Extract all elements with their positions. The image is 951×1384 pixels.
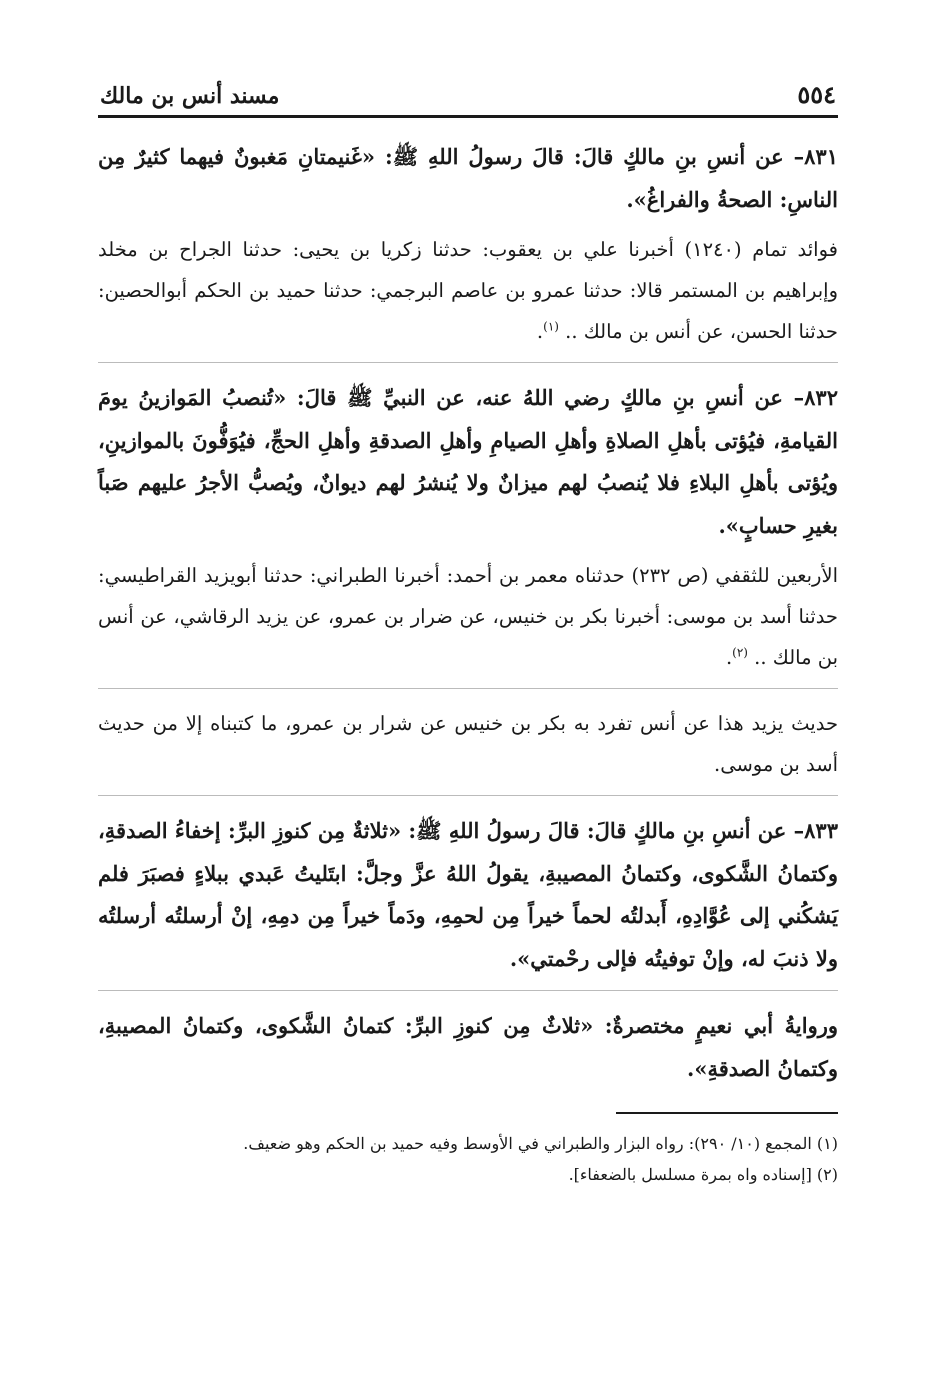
hadith-text: ٨٣١– عن أنسِ بنِ مالكٍ قالَ: قالَ رسولُ اللهِ ﷺ: «غَنيمتانِ مَغبونٌ فيهما كثيرٌ مِن الناسِ: الصحةُ والفراغُ». <box>98 144 838 212</box>
footnote-separator <box>616 1112 838 1114</box>
footnotes <box>98 1128 838 1190</box>
entry-divider <box>98 795 838 796</box>
footnote-reference[interactable]: (١) <box>543 319 559 334</box>
page-number: ٥٥٤ <box>797 80 836 109</box>
entry-divider <box>98 362 838 363</box>
hadith-text: ٨٣٢– عن أنسِ بنِ مالكٍ رضي اللهُ عنه، عن النبيِّ ﷺ قالَ: «تُنصبُ المَوازينُ يومَ القيامةِ، فيُؤتى بأهلِ الصلاةِ وأهلِ الصيامِ وأهلِ الصدقةِ وأهلِ الحجِّ، فيُوَفُّونَ بالموازينِ، ويُؤتى بأهلِ البلاءِ فلا يُنصبُ لهم ميزانٌ ولا يُنشرُ لهم ديوانٌ، ويُصبُّ الأجرُ عليهم صَباً بغيرِ حسابٍ». <box>98 385 838 538</box>
source-end: . <box>536 320 544 343</box>
footnote-reference[interactable]: (٢) <box>732 645 748 660</box>
hadith-text: ٨٣٣– عن أنسِ بنِ مالكٍ قالَ: قالَ رسولُ اللهِ ﷺ: «ثلاثةٌ مِن كنوزِ البرِّ: إخفاءُ الصدقةِ، وكتمانُ الشَّكوى، وكتمانُ المصيبةِ، يقولُ اللهُ عزَّ وجلَّ: ابتَليتُ عَبدي ببلاءٍ فصبَرَ فلم يَشكُني إلى عُوَّادِهِ، أَبدلتُه لحماً خيراً مِن لحمِهِ، ودَماً خيراً مِن دمِهِ، إنْ أرسلتُه أرسلتُه ولا ذنبَ له، وإنْ توفيتُه فإلى رحْمتي». <box>98 818 838 971</box>
variant-narration: وروايةُ أبي نعيمٍ مختصرةٌ: «ثلاثٌ مِن كنوزِ البرِّ: كتمانُ الشَّكوى، وكتمانُ المصيبةِ، وكتمانُ الصدقةِ». <box>98 1013 838 1081</box>
source-end: . <box>725 646 733 669</box>
commentary-paragraph: حديث يزيد هذا عن أنس تفرد به بكر بن خنيس عن شرار بن عمرو، ما كتبناه إلا من حديث أسد بن موسى. <box>98 712 838 776</box>
page-header <box>98 78 838 118</box>
entry-divider <box>98 990 838 991</box>
footnote-2: (٢) [إسناده واه بمرة مسلسل بالضعفاء]. <box>568 1165 838 1184</box>
source-text: الأربعين للثقفي (ص ٢٣٢) حدثناه معمر بن أحمد: أخبرنا الطبراني: حدثنا أبويزيد القراطيسي: حدثنا أسد بن موسى: أخبرنا بكر بن خنيس، عن ضرار بن عمرو، عن يزيد الرقاشي، عن أنس بن مالك .. <box>98 564 838 669</box>
source-paragraph <box>98 555 838 678</box>
source-paragraph <box>98 229 838 352</box>
footnote-1: (١) المجمع (١٠/ ٢٩٠): رواه البزار والطبراني في الأوسط وفيه حميد بن الحكم وهو ضعيف. <box>243 1134 838 1153</box>
page-content <box>98 136 838 1190</box>
book-page <box>98 78 838 1190</box>
running-title: مسند أنس بن مالك <box>100 83 280 109</box>
source-text: فوائد تمام (١٢٤٠) أخبرنا علي بن يعقوب: حدثنا زكريا بن يحيى: حدثنا الجراح بن مخلد وإبراهيم بن المستمر قالا: حدثنا عمرو بن عاصم البرجمي: حدثنا حميد بن الحكم أبوالحصين: حدثنا الحسن، عن أنس بن مالك .. <box>98 238 838 343</box>
entry-divider <box>98 688 838 689</box>
